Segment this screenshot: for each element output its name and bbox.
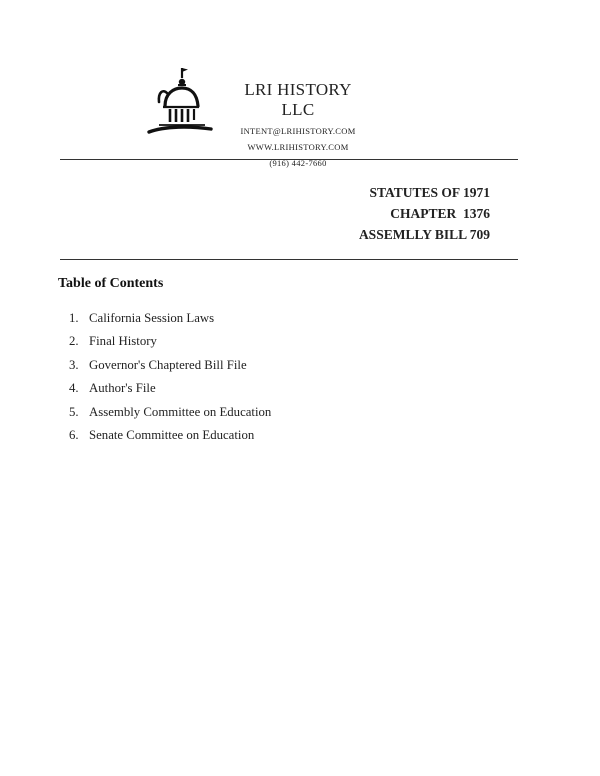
divider-top bbox=[60, 159, 518, 160]
toc-list bbox=[69, 307, 271, 447]
toc-item-number: 6. bbox=[69, 428, 79, 443]
toc-item-label: Assembly Committee on Education bbox=[89, 404, 272, 419]
toc-item-senate-committee bbox=[69, 424, 271, 447]
chapter-number: CHAPTER 1376 bbox=[390, 206, 490, 221]
toc-item-label: Governor's Chaptered Bill File bbox=[89, 357, 247, 372]
toc-item-number: 1. bbox=[69, 311, 79, 325]
toc-item-number: 2. bbox=[69, 334, 79, 349]
toc-item-assembly-committee bbox=[69, 401, 271, 424]
capitol-dome-icon bbox=[145, 62, 215, 140]
toc-item-number: 5. bbox=[69, 404, 79, 419]
company-name: LRI HISTORY LLC bbox=[244, 80, 352, 119]
company-phone: (916) 442-7660 bbox=[269, 158, 327, 168]
toc-item-label: California Session Laws bbox=[89, 311, 215, 325]
company-email: INTENT@LRIHISTORY.COM bbox=[240, 126, 356, 136]
bill-info bbox=[359, 182, 490, 245]
toc-item-number: 3. bbox=[69, 357, 79, 372]
toc-item-author-file bbox=[69, 377, 271, 400]
toc-item-label: Senate Committee on Education bbox=[89, 428, 255, 443]
toc-item-governor-file bbox=[69, 354, 271, 377]
letterhead bbox=[228, 80, 368, 168]
bill-number: ASSEMLLY BILL 709 bbox=[358, 227, 490, 242]
toc-heading: Table of Contents bbox=[58, 276, 164, 291]
toc-item-label: Author's File bbox=[89, 381, 156, 396]
statutes-year: STATUTES OF 1971 bbox=[369, 185, 490, 200]
divider-bottom bbox=[60, 259, 518, 260]
toc-item-final-history bbox=[69, 330, 271, 353]
toc-item-number: 4. bbox=[69, 381, 79, 396]
toc-item-session-laws bbox=[69, 307, 271, 330]
toc-item-label: Final History bbox=[89, 334, 157, 349]
company-website: WWW.LRIHISTORY.COM bbox=[247, 142, 349, 152]
